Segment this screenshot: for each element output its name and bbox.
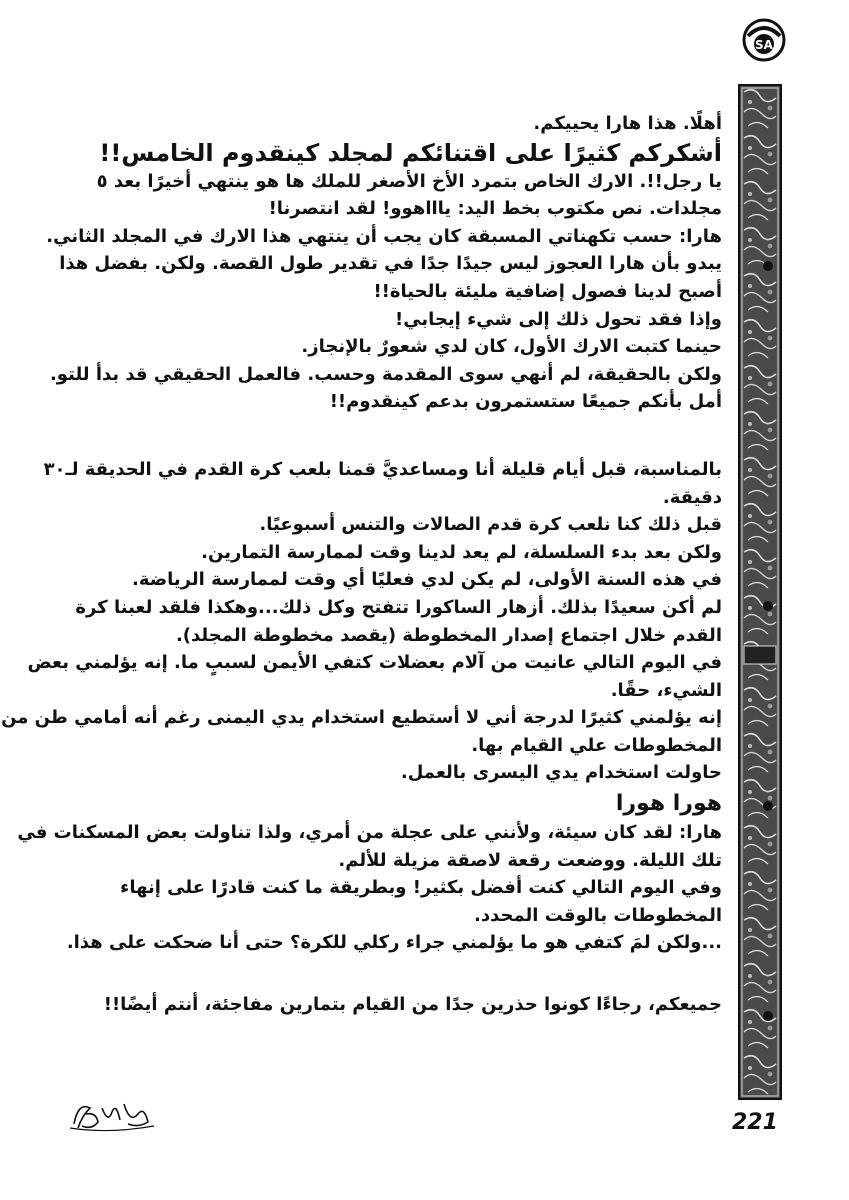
text-line: تلك الليلة. ووضعت رقعة لاصقة مزيلة للألم. [338, 849, 722, 871]
text-line: حينما كتبت الارك الأول، كان لدي شعورٌ بالإنجاز. [301, 336, 722, 358]
text-line: وفي اليوم التالي كنت أفضل بكثير! وبطريقة ما كنت قادرًا على إنهاء [120, 877, 722, 899]
text-line: إنه يؤلمني كثيرًا لدرجة أني لا أستطيع استخدام يدي اليمنى رغم أنه أمامي طن من [1, 707, 722, 729]
text-line: ولكن بعد بدء السلسلة، لم يعد لدينا وقت لممارسة التمارين. [201, 541, 722, 563]
page-number: 221 [732, 1110, 778, 1135]
text-line: المخطوطات علي القيام بها. [471, 734, 722, 756]
decorative-border [738, 84, 782, 1100]
signature [68, 1094, 158, 1134]
text-line: ...ولكن لمَ كتفي هو ما يؤلمني جراء ركلي للكرة؟ حتى أنا ضحكت على هذا. [66, 932, 722, 954]
text-line: يبدو بأن هارا العجوز ليس جيدًا جدًا في تقدير طول القصة. ولكن. بفضل هذا [59, 253, 722, 275]
logo-text: SA [755, 38, 773, 52]
letter-body [1, 110, 722, 1019]
closing-line: جميعكم، رجاءًا كونوا حذرين جدًا من القيام بتمارين مفاجئة، أنتم أيضًا!! [103, 994, 722, 1016]
text-line: حاولت استخدام يدي اليسرى بالعمل. [400, 762, 722, 784]
text-line: وإذا فقد تحول ذلك إلى شيء إيجابي! [395, 308, 722, 330]
greeting-line: أهلًا. هذا هارا يحييكم. [533, 113, 722, 134]
text-line: في هذه السنة الأولى، لم يكن لدي فعليًا أي وقت لممارسة الرياضة. [132, 569, 722, 591]
text-line: هارا: حسب تكهناتي المسبقة كان يجب أن ينتهي هذا الارك في المجلد الثاني. [46, 225, 722, 247]
handwritten-note: هورا هورا [615, 791, 722, 817]
text-line: أمل بأنكم جميعًا ستستمرون بدعم كينقدوم!! [329, 391, 722, 413]
spacer [92, 957, 722, 991]
thanks-heading: أشكركم كثيرًا على اقتنائكم لمجلد كينقدوم الخامس!! [99, 138, 722, 167]
text-line: الشيء، حقًا. [610, 679, 722, 701]
text-line: أصبح لدينا فصول إضافية مليئة بالحياة!! [373, 280, 722, 302]
text-line: مجلدات. نص مكتوب بخط اليد: ياااهوو! لقد انتصرنا! [268, 198, 722, 220]
text-line: القدم خلال اجتماع إصدار المخطوطة (يقصد مخطوطة المجلد). [175, 624, 722, 646]
text-line: قبل ذلك كنا نلعب كرة قدم الصالات والتنس أسبوعيًا. [259, 514, 722, 536]
text-line: في اليوم التالي عانيت من آلام بعضلات كتفي الأيمن لسببٍ ما. إنه يؤلمني بعض [27, 652, 722, 674]
text-line: لم أكن سعيدًا بذلك. أزهار الساكورا تتفتح وكل ذلك...وهكذا فلقد لعبنا كرة [75, 596, 722, 618]
text-line: المخطوطات بالوقت المحدد. [474, 904, 722, 926]
text-line: يا رجل!!. الارك الخاص بتمرد الأخ الأصغر للملك ها هو ينتهي أخيرًا بعد ٥ [96, 170, 722, 192]
spacer [92, 416, 722, 456]
logo [742, 18, 786, 62]
text-line: بالمناسبة، قبل أيام قليلة أنا ومساعديَّ قمنا بلعب كرة القدم في الحديقة لـ٣٠ [43, 458, 722, 480]
text-line: هارا: لقد كان سيئة، ولأنني على عجلة من أمري، ولذا تناولت بعض المسكنات في [17, 822, 722, 844]
text-line: ولكن بالحقيقة، لم أنهي سوى المقدمة وحسب. فالعمل الحقيقي قد بدأ للتو. [49, 363, 722, 385]
text-line: دقيقة. [662, 486, 722, 508]
